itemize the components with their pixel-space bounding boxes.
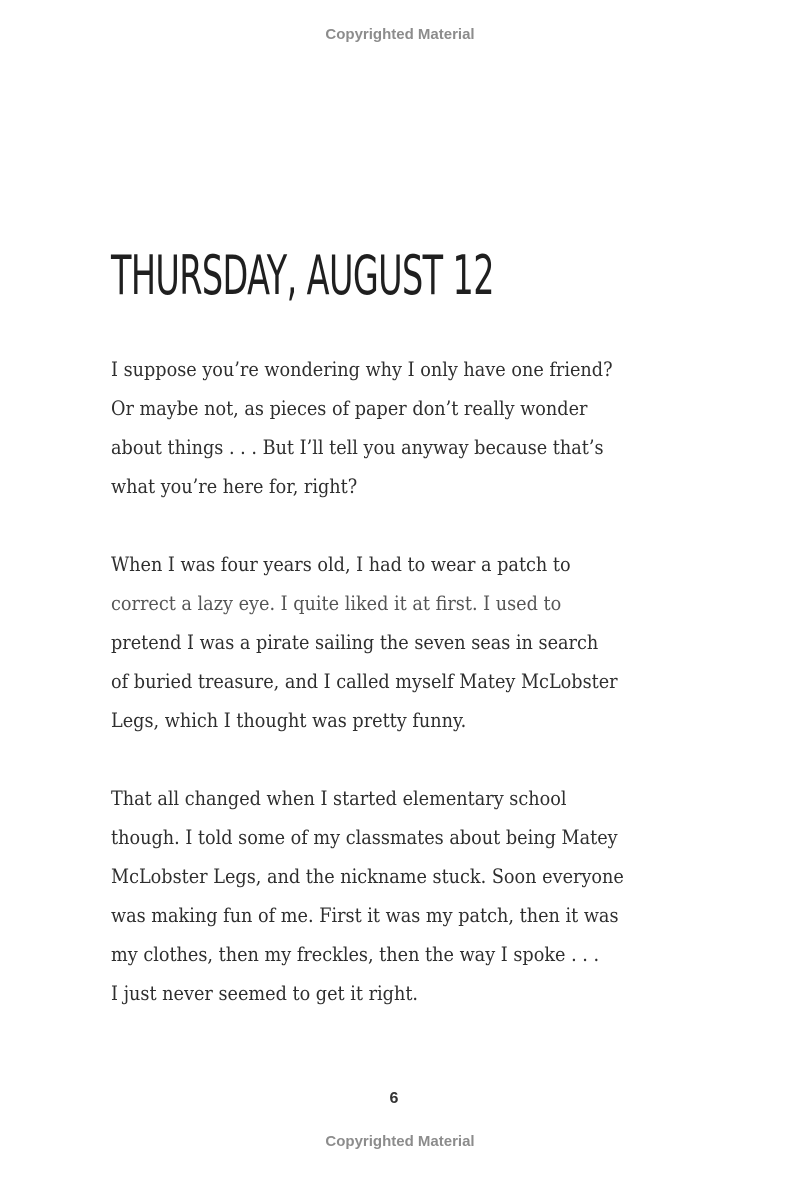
text-line: I just never seemed to get it right. <box>111 982 419 1005</box>
text-line: pretend I was a pirate sailing the seven seas in search <box>111 631 599 654</box>
copyright-watermark-bottom: Copyrighted Material <box>325 1133 475 1150</box>
text-line: was making fun of me. First it was my patch, then it was <box>111 904 619 927</box>
paragraph-3 <box>111 779 681 1013</box>
text-line: Or maybe not, as pieces of paper don’t really wonder <box>111 397 588 420</box>
text-line: about things . . . But I’ll tell you anyway because that’s <box>111 436 604 459</box>
text-line: I suppose you’re wondering why I only have one friend? <box>111 358 613 381</box>
text-line: correct a lazy eye. I quite liked it at first. I used to <box>111 592 562 615</box>
text-line: of buried treasure, and I called myself Matey McLobster <box>111 670 618 693</box>
text-line: though. I told some of my classmates about being Matey <box>111 826 618 849</box>
text-line: That all changed when I started elementary school <box>111 787 567 810</box>
text-line: When I was four years old, I had to wear a patch to <box>111 553 571 576</box>
paragraph-1 <box>111 350 681 506</box>
paragraph-2 <box>111 545 681 740</box>
text-line: Legs, which I thought was pretty funny. <box>111 709 467 732</box>
body-text <box>111 350 681 1013</box>
text-line: McLobster Legs, and the nickname stuck. Soon everyone <box>111 865 624 888</box>
text-line: my clothes, then my freckles, then the way I spoke . . . <box>111 943 600 966</box>
copyright-watermark-top: Copyrighted Material <box>325 26 475 43</box>
text-line: what you’re here for, right? <box>111 475 358 498</box>
page-number: 6 <box>389 1090 399 1107</box>
chapter-heading: THURSDAY, AUGUST 12 <box>111 244 494 307</box>
